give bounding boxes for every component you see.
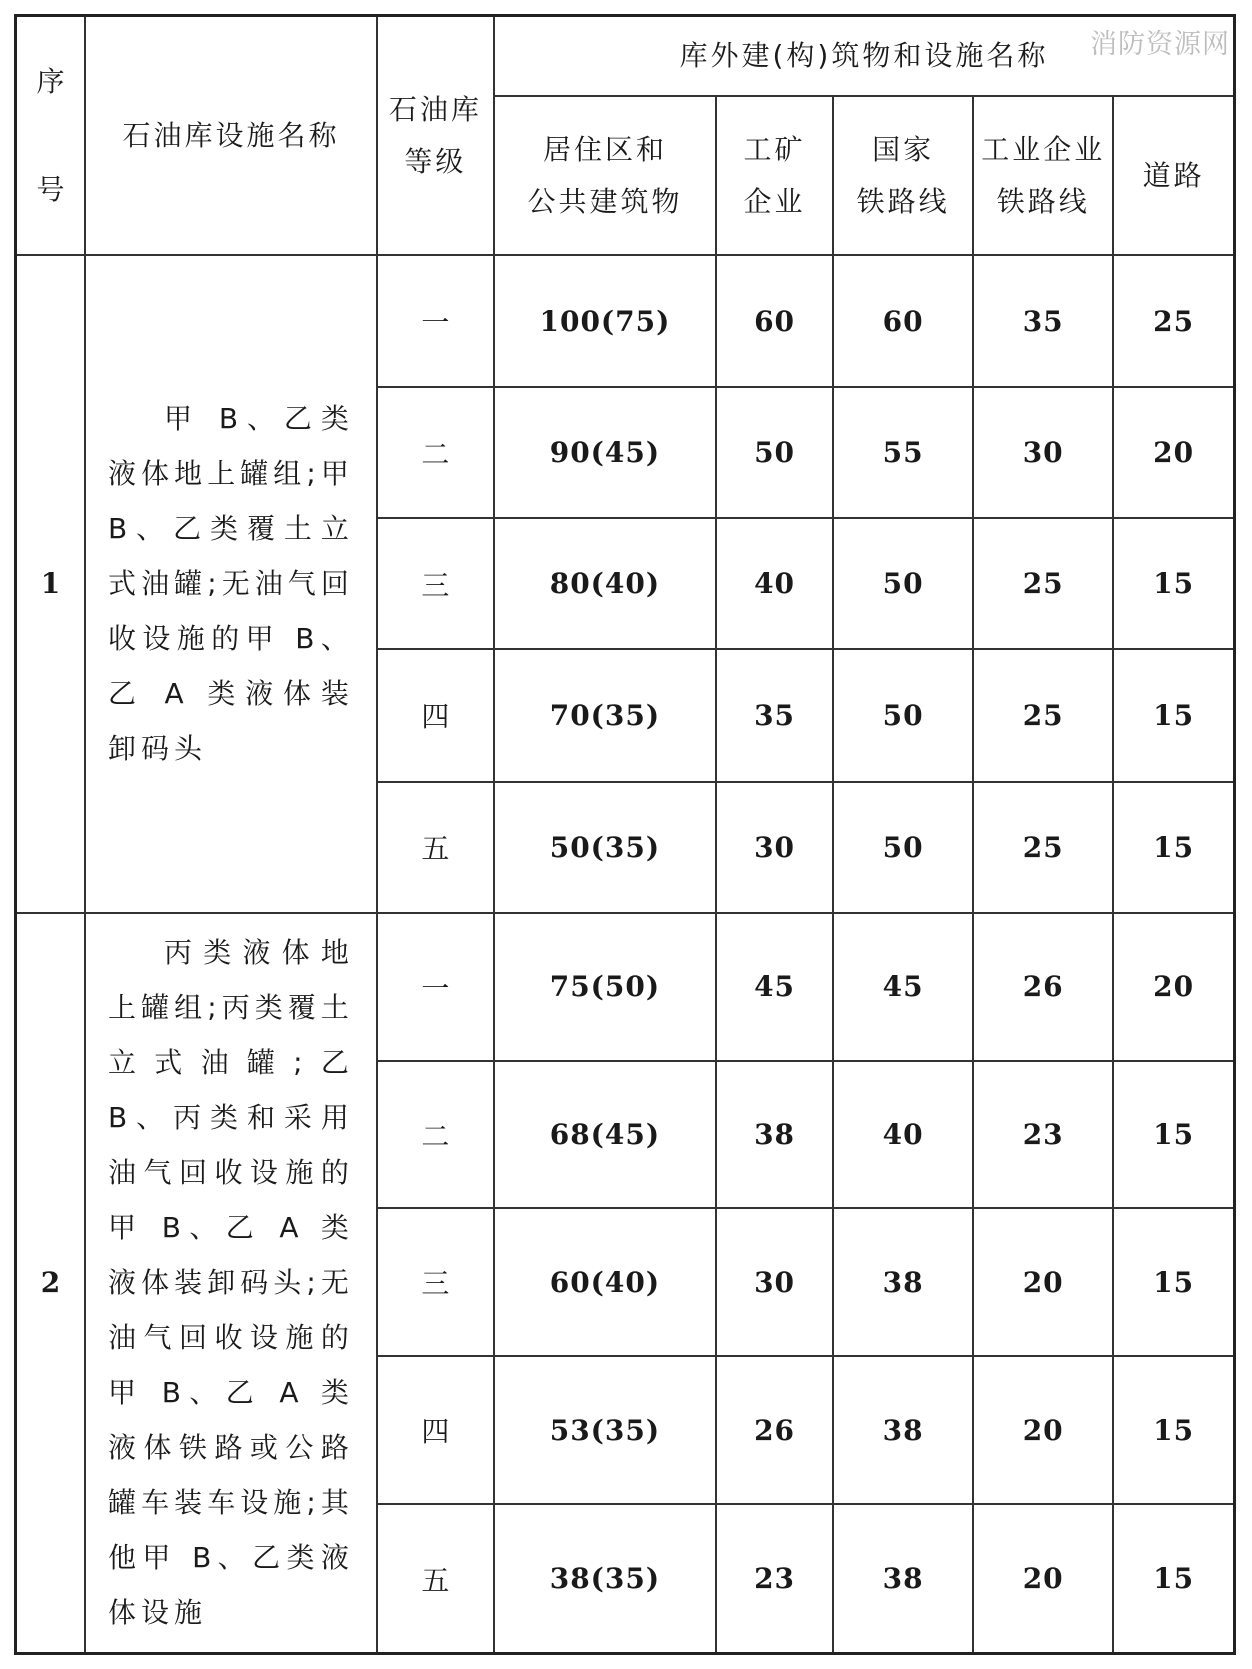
col-header-text: 企业: [743, 184, 806, 218]
grade-header-line2: 等级: [404, 144, 467, 178]
value-cell: 80(40): [494, 518, 716, 649]
value-cell: 55: [833, 387, 973, 518]
header-row-1: [16, 16, 1235, 97]
value-cell: 100(75): [494, 255, 716, 387]
value-cell: 53(35): [494, 1356, 716, 1504]
grade-cell: 五: [377, 1504, 494, 1653]
value-cell: 50: [833, 649, 973, 781]
col-header-text: 工矿: [743, 132, 806, 166]
value-cell: 15: [1113, 649, 1234, 781]
value-cell: 75(50): [494, 913, 716, 1061]
col-header-text: 国家: [872, 132, 935, 166]
col-header-road: [1113, 96, 1234, 255]
value-cell: 15: [1113, 1061, 1234, 1209]
col-header-national-railway: [833, 96, 973, 255]
value-cell: 15: [1113, 1356, 1234, 1504]
value-cell: 26: [716, 1356, 833, 1504]
grade-cell: 三: [377, 518, 494, 649]
seq-header-top: 序: [36, 64, 65, 98]
table-row: [16, 255, 1235, 387]
col-header-text: 工业企业: [981, 132, 1106, 166]
value-cell: 15: [1113, 1208, 1234, 1356]
col-header-text: 公共建筑物: [527, 184, 683, 218]
seq-cell: 1: [16, 255, 86, 913]
grade-cell: 一: [377, 913, 494, 1061]
facility-header: 石油库设施名称: [85, 16, 377, 256]
value-cell: 60: [716, 255, 833, 387]
value-cell: 50(35): [494, 782, 716, 913]
value-cell: 45: [833, 913, 973, 1061]
value-cell: 20: [973, 1208, 1113, 1356]
value-cell: 90(45): [494, 387, 716, 518]
grade-cell: 四: [377, 649, 494, 781]
facility-text: 甲 B、乙类液体地上罐组;甲 B、乙类覆土立式油罐;无油气回收设施的甲 B、乙 A 类液体装卸码头: [108, 402, 354, 766]
value-cell: 30: [973, 387, 1113, 518]
value-cell: 25: [973, 649, 1113, 781]
value-cell: 38(35): [494, 1504, 716, 1653]
value-cell: 15: [1113, 782, 1234, 913]
grade-header-line1: 石油库: [388, 92, 482, 126]
grade-cell: 四: [377, 1356, 494, 1504]
value-cell: 35: [973, 255, 1113, 387]
col-header-text: 铁路线: [856, 184, 950, 218]
value-cell: 60: [833, 255, 973, 387]
seq-cell: 2: [16, 913, 86, 1654]
value-cell: 50: [833, 782, 973, 913]
value-cell: 30: [716, 1208, 833, 1356]
value-cell: 25: [973, 782, 1113, 913]
col-header-text: 道路: [1142, 158, 1205, 192]
value-cell: 38: [833, 1208, 973, 1356]
grade-cell: 二: [377, 1061, 494, 1209]
value-cell: 23: [716, 1504, 833, 1653]
grade-cell: 二: [377, 387, 494, 518]
value-cell: 30: [716, 782, 833, 913]
grade-header: [377, 16, 494, 256]
value-cell: 20: [1113, 913, 1234, 1061]
col-header-text: 铁路线: [996, 184, 1090, 218]
facility-cell: [85, 255, 377, 913]
value-cell: 25: [973, 518, 1113, 649]
value-cell: 68(45): [494, 1061, 716, 1209]
facility-text: 丙类液体地上罐组;丙类覆土立式油罐;乙 B、丙类和采用油气回收设施的甲 B、乙 A 类液体装卸码头;无油气回收设施的甲 B、乙 A 类液体铁路或公路罐车装车设施;其他甲 B、乙类液体设施: [108, 936, 354, 1630]
facility-cell: [85, 913, 377, 1654]
value-cell: 50: [833, 518, 973, 649]
value-cell: 40: [833, 1061, 973, 1209]
value-cell: 20: [973, 1504, 1113, 1653]
value-cell: 20: [973, 1356, 1113, 1504]
distance-table: [14, 14, 1236, 1655]
value-cell: 38: [833, 1504, 973, 1653]
value-cell: 20: [1113, 387, 1234, 518]
seq-header: [16, 16, 86, 256]
value-cell: 15: [1113, 518, 1234, 649]
col-header-enterprise-railway: [973, 96, 1113, 255]
value-cell: 23: [973, 1061, 1113, 1209]
value-cell: 26: [973, 913, 1113, 1061]
value-cell: 25: [1113, 255, 1234, 387]
value-cell: 60(40): [494, 1208, 716, 1356]
grade-cell: 三: [377, 1208, 494, 1356]
value-cell: 50: [716, 387, 833, 518]
col-header-residential: [494, 96, 716, 255]
value-cell: 38: [716, 1061, 833, 1209]
value-cell: 38: [833, 1356, 973, 1504]
seq-header-bottom: 号: [36, 172, 65, 206]
group-header: 库外建(构)筑物和设施名称: [494, 16, 1235, 97]
value-cell: 40: [716, 518, 833, 649]
value-cell: 15: [1113, 1504, 1234, 1653]
col-header-text: 居住区和: [542, 132, 667, 166]
grade-cell: 一: [377, 255, 494, 387]
col-header-industrial: [716, 96, 833, 255]
value-cell: 45: [716, 913, 833, 1061]
grade-cell: 五: [377, 782, 494, 913]
table-row: [16, 913, 1235, 1061]
watermark: 消防资源网: [1090, 29, 1230, 60]
value-cell: 70(35): [494, 649, 716, 781]
value-cell: 35: [716, 649, 833, 781]
